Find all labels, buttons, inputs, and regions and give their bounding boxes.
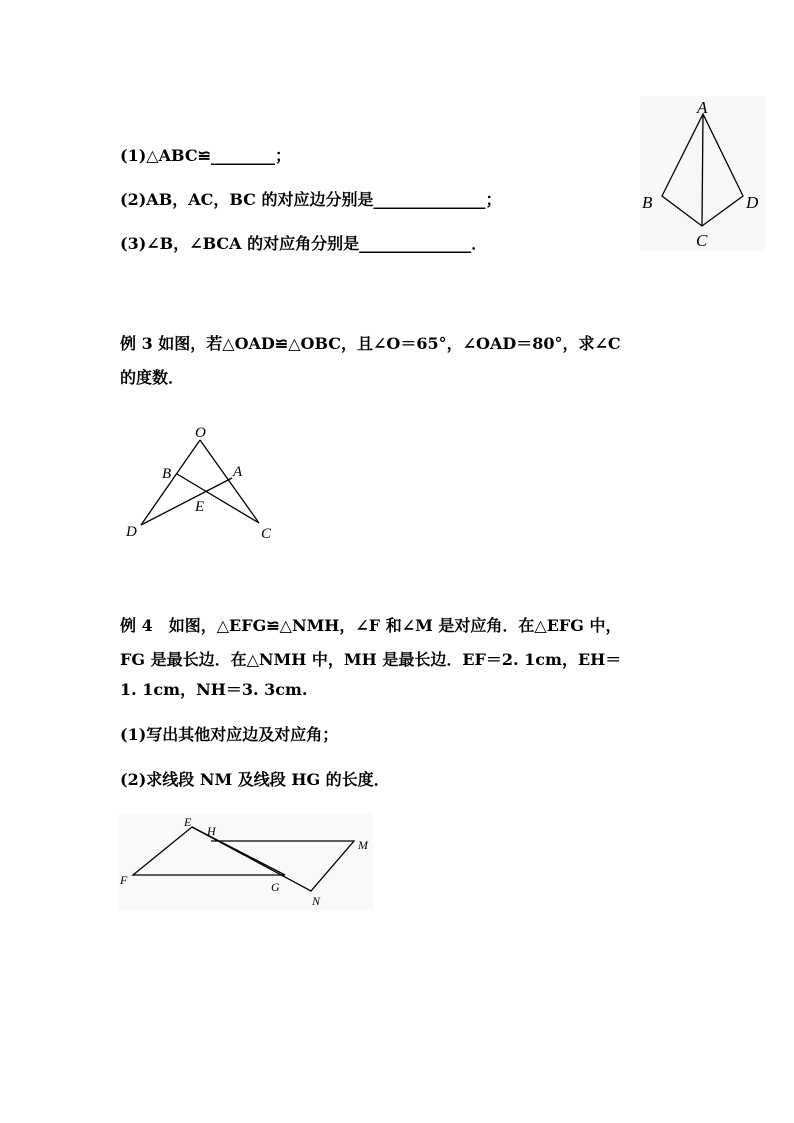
label-c: C — [696, 231, 708, 250]
label-a: A — [697, 98, 708, 117]
label-b: B — [642, 193, 653, 212]
label-e: E — [195, 499, 205, 515]
kite-figure — [640, 96, 765, 251]
label-n: N — [312, 894, 321, 908]
example3-line-1: 例 3 如图，若△OAD≌△OBC，且∠O＝65°，∠OAD＝80°，求∠C — [120, 334, 621, 353]
example4-line-2: FG 是最长边．在△NMH 中，MH 是最长边．EF＝2. 1cm，EH＝ — [120, 650, 622, 669]
label-m: M — [358, 838, 368, 852]
label-d: D — [126, 524, 137, 540]
segment-da — [141, 478, 232, 525]
example4-line-4: (1)写出其他对应边及对应角； — [120, 725, 339, 744]
label-a: A — [233, 464, 243, 480]
segment-oc — [200, 440, 259, 523]
example4-line-1: 例 4 如图，△EFG≌△NMH，∠F 和∠M 是对应角．在△EFG 中， — [120, 616, 622, 635]
q1-line-3: (3)∠B，∠BCA 的对应角分别是______________． — [120, 234, 488, 253]
label-c: C — [261, 526, 272, 542]
triangles-efg-nmh-figure — [118, 814, 373, 910]
example4-line-5: (2)求线段 NM 及线段 HG 的长度． — [120, 770, 390, 789]
example3-line-2: 的度数． — [120, 368, 185, 387]
label-b: B — [162, 466, 172, 482]
q1-line-2: (2)AB，AC，BC 的对应边分别是______________； — [120, 190, 502, 209]
label-o: O — [195, 425, 206, 441]
label-h: H — [207, 824, 216, 838]
label-e: E — [184, 815, 192, 829]
segment-bc — [177, 474, 259, 523]
q1-line-1: (1)△ABC≌________； — [120, 146, 291, 165]
label-d: D — [746, 193, 759, 212]
label-g: G — [271, 880, 280, 894]
triangles-oad-obc-figure — [118, 418, 288, 546]
label-f: F — [120, 873, 128, 887]
example4-line-3: 1. 1cm，NH＝3. 3cm. — [120, 680, 308, 699]
